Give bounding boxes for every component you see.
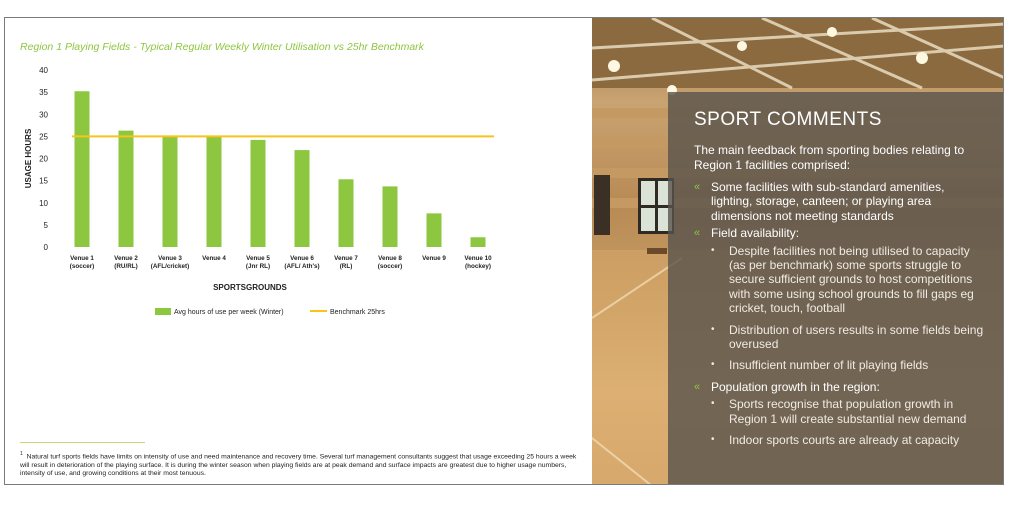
sub-comment-item: • Insufficient number of lit playing fields bbox=[711, 358, 984, 372]
bar bbox=[339, 179, 354, 247]
x-axis-label: SPORTSGROUNDS bbox=[213, 283, 287, 292]
x-tick-sublabel: (Jnr RL) bbox=[245, 263, 271, 270]
y-tick-label: 30 bbox=[39, 110, 48, 120]
comment-item bbox=[694, 180, 984, 223]
comment-text: Field availability: bbox=[711, 226, 800, 241]
x-tick-label: Venue 5 bbox=[246, 255, 270, 262]
sub-comment-item: • Sports recognise that population growth in Region 1 will create substantial new demand bbox=[711, 397, 984, 426]
x-tick-sublabel: (soccer) bbox=[377, 263, 403, 270]
sport-comments-panel bbox=[668, 92, 1004, 484]
y-tick-label: 5 bbox=[43, 220, 48, 230]
x-tick-label: Venue 4 bbox=[202, 255, 226, 262]
comment-text: Some facilities with sub-standard amenities, lighting, storage, canteen; or playing area dimensions not meeting standards bbox=[711, 180, 945, 223]
sub-comment-item: • Distribution of users results in some fields being overused bbox=[711, 323, 984, 352]
x-tick-label: Venue 9 bbox=[422, 255, 446, 262]
footnote-divider bbox=[20, 442, 145, 443]
x-tick-sublabel: (soccer) bbox=[69, 263, 95, 270]
chart-title: Region 1 Playing Fields - Typical Regular Weekly Winter Utilisation vs 25hr Benchmark bbox=[20, 41, 424, 53]
y-tick-label: 10 bbox=[39, 198, 48, 208]
sport-comments-heading: SPORT COMMENTS bbox=[694, 109, 882, 130]
comment-item bbox=[694, 226, 984, 373]
bar bbox=[427, 213, 442, 247]
y-tick-label: 0 bbox=[43, 243, 48, 252]
bar bbox=[383, 186, 398, 247]
x-tick-label: Venue 2 bbox=[114, 255, 138, 262]
comment-item bbox=[694, 380, 984, 448]
sub-comment-item: • Indoor sports courts are already at capacity bbox=[711, 433, 984, 447]
chart-section bbox=[5, 18, 592, 484]
footnote-marker: 1 bbox=[20, 451, 23, 457]
x-tick-label: Venue 8 bbox=[378, 255, 402, 262]
y-tick-label: 25 bbox=[39, 132, 48, 142]
bar bbox=[207, 136, 222, 247]
x-tick-sublabel: (RU/RL) bbox=[114, 263, 138, 270]
bar bbox=[295, 150, 310, 247]
bar bbox=[75, 91, 90, 247]
sub-comment-item: • Despite facilities not being utilised to capacity (as per benchmark) some sports struggle to secure sufficient grounds to host competitions with some using school grounds to fill gaps eg cricket, touch, football bbox=[711, 244, 984, 316]
photo-section bbox=[592, 18, 1004, 484]
bar bbox=[119, 131, 134, 247]
x-tick-label: Venue 3 bbox=[158, 255, 182, 262]
x-tick-label: Venue 10 bbox=[464, 255, 492, 262]
comment-sublist bbox=[711, 397, 984, 447]
x-tick-label: Venue 7 bbox=[334, 255, 358, 262]
y-tick-label: 15 bbox=[39, 176, 48, 186]
x-tick-label: Venue 6 bbox=[290, 255, 314, 262]
bar bbox=[163, 135, 178, 247]
legend-label-bars: Avg hours of use per week (Winter) bbox=[174, 309, 284, 316]
x-tick-sublabel: (AFL/ Ath's) bbox=[284, 263, 320, 270]
y-tick-label: 35 bbox=[39, 88, 48, 98]
x-tick-sublabel: (RL) bbox=[339, 263, 353, 270]
comment-sublist bbox=[711, 244, 984, 373]
legend-swatch-bars bbox=[155, 308, 171, 315]
y-tick-label: 20 bbox=[39, 154, 48, 164]
page-frame bbox=[4, 17, 1004, 485]
sport-comments-list bbox=[694, 180, 984, 455]
legend-label-benchmark: Benchmark 25hrs bbox=[330, 309, 385, 316]
x-tick-label: Venue 1 bbox=[70, 255, 94, 262]
y-axis-label: USAGE HOURS bbox=[24, 128, 33, 189]
y-tick-label: 40 bbox=[39, 66, 48, 75]
comment-text: Population growth in the region: bbox=[711, 379, 880, 394]
footnote bbox=[20, 450, 580, 479]
x-tick-sublabel: (hockey) bbox=[465, 263, 491, 270]
bar bbox=[471, 237, 486, 247]
bar-chart bbox=[5, 18, 592, 348]
x-tick-sublabel: (AFL/cricket) bbox=[150, 263, 190, 270]
footnote-text: Natural turf sports fields have limits on intensity of use and need maintenance and recovery time. Several turf management consultants suggest that usage exceeding 25 hours a week will result in deterioration of the playing surface. It is during the winter season when playing fields are at peak demand and surface impacts are greatest due to higher usage numbers, intensity of use, and growing conditions at their most tenuous. bbox=[20, 453, 577, 478]
bar bbox=[251, 140, 266, 247]
sport-comments-intro: The main feedback from sporting bodies relating to Region 1 facilities comprised: bbox=[694, 143, 965, 172]
